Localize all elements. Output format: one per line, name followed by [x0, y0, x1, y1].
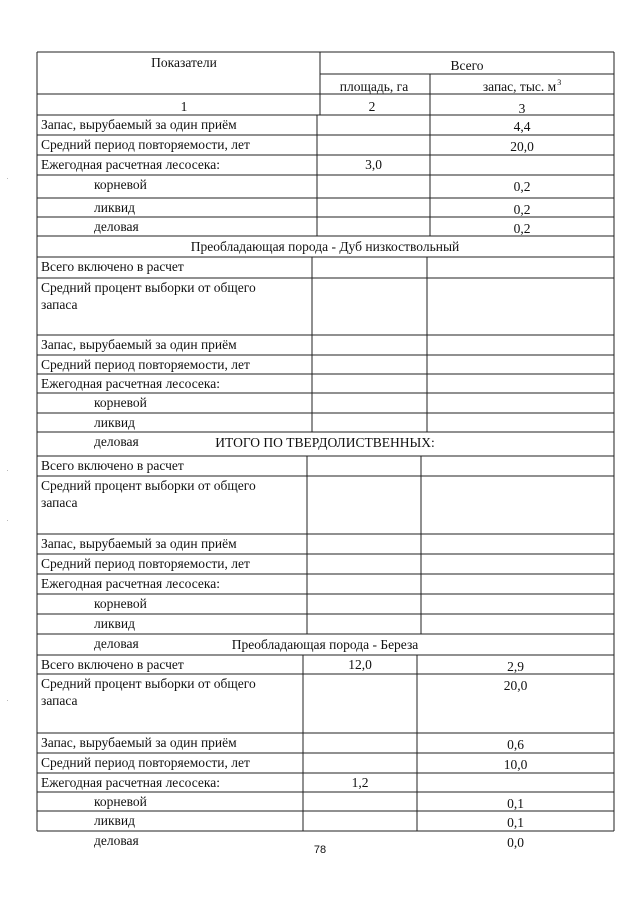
cell-stock: 0,2 [513, 179, 531, 194]
row-label: ликвид [94, 813, 135, 828]
row-label: Ежегодная расчетная лесосека: [41, 775, 220, 790]
row-label: Всего включено в расчет [41, 259, 184, 274]
row-label: Всего включено в расчет [41, 458, 184, 473]
scan-mark [7, 700, 8, 701]
row-label-cont: запаса [41, 693, 78, 708]
row-label: корневой [94, 596, 147, 611]
header-stock-superscript: 3 [557, 78, 562, 87]
row-label: Средний период повторяемости, лет [41, 556, 250, 571]
header-stock [483, 79, 561, 96]
cell-stock: 0,0 [507, 835, 524, 850]
page-number: 78 [313, 844, 327, 856]
row-label: Средний период повторяемости, лет [41, 137, 250, 152]
section-title: ИТОГО ПО ТВЕРДОЛИСТВЕННЫХ: [215, 435, 435, 450]
row-label: деловая [94, 219, 139, 234]
scan-mark [7, 520, 8, 521]
cell-stock: 20,0 [510, 139, 534, 154]
header-stock-label: запас, тыс. м [482, 79, 557, 94]
row-label: ликвид [94, 616, 135, 631]
cell-stock: 0,6 [507, 737, 524, 752]
row-label: корневой [94, 177, 147, 192]
row-label: Средний процент выборки от общего [41, 478, 256, 493]
row-label: ликвид [94, 200, 135, 215]
row-label: деловая [94, 434, 139, 449]
header-total: Всего [450, 58, 484, 73]
row-label: Запас, вырубаемый за один приём [41, 536, 237, 551]
cell-stock: 10,0 [503, 757, 528, 772]
row-label: Запас, вырубаемый за один приём [41, 735, 237, 750]
cell-area: 1,2 [351, 775, 369, 790]
row-label: корневой [94, 395, 147, 410]
row-label-cont: запаса [41, 495, 78, 510]
cell-stock: 0,1 [507, 815, 524, 830]
row-label: Запас, вырубаемый за один приём [41, 117, 237, 132]
scan-mark [7, 470, 8, 471]
row-label: корневой [94, 794, 147, 809]
cell-stock: 4,4 [513, 119, 531, 134]
section-title: Преобладающая порода - Дуб низкоствольный [190, 239, 460, 254]
row-label-cont: запаса [41, 297, 78, 312]
cell-stock: 0,2 [513, 202, 531, 217]
row-label: Всего включено в расчет [41, 657, 184, 672]
cell-stock: 20,0 [503, 678, 528, 693]
cell-stock: 0,2 [513, 221, 531, 236]
row-label: Средний период повторяемости, лет [41, 357, 250, 372]
row-label: Ежегодная расчетная лесосека: [41, 157, 220, 172]
header-col-3: 3 [518, 101, 526, 116]
row-label: деловая [94, 636, 139, 651]
row-label: Средний процент выборки от общего [41, 280, 256, 295]
header-area: площадь, га [339, 79, 409, 94]
cell-stock: 2,9 [507, 659, 524, 674]
row-label: Ежегодная расчетная лесосека: [41, 576, 220, 591]
header-col-2: 2 [368, 99, 376, 114]
scan-mark [7, 178, 8, 179]
cell-area: 3,0 [365, 157, 382, 172]
row-label: Ежегодная расчетная лесосека: [41, 376, 220, 391]
cell-area: 12,0 [348, 657, 372, 672]
row-label: деловая [94, 833, 139, 848]
section-title: Преобладающая порода - Береза [231, 637, 419, 652]
row-label: Средний период повторяемости, лет [41, 755, 250, 770]
row-label: Средний процент выборки от общего [41, 676, 256, 691]
header-indicators: Показатели [151, 55, 217, 70]
row-label: Запас, вырубаемый за один приём [41, 337, 237, 352]
row-label: ликвид [94, 415, 135, 430]
header-col-1: 1 [180, 99, 188, 114]
cell-stock: 0,1 [507, 796, 524, 811]
